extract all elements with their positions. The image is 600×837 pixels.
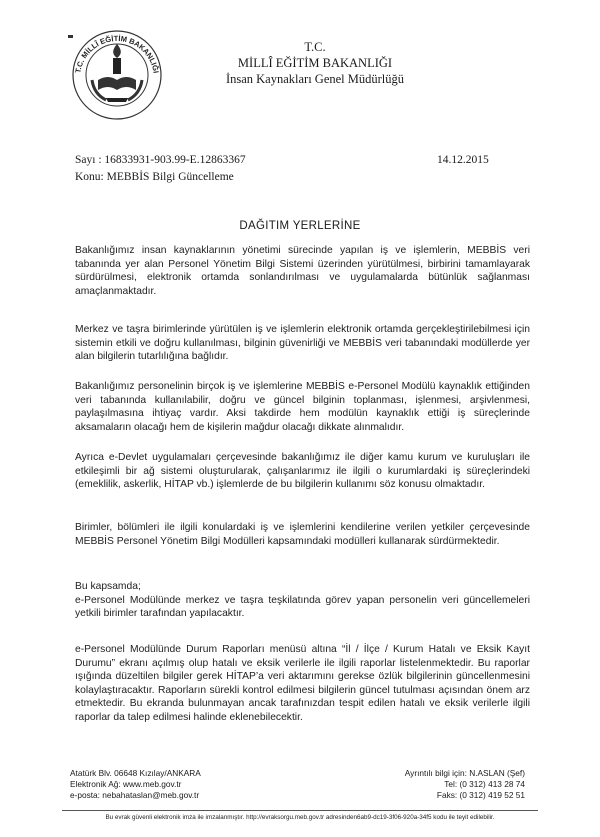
footer-contact-person: Ayrıntılı bilgi için: N.ASLAN (Şef) bbox=[404, 768, 525, 778]
header-ministry: MİLLÎ EĞİTİM BAKANLIĞI bbox=[237, 56, 393, 70]
svg-text:T.C. MİLLÎ EĞİTİM BAKANLIĞI: T.C. MİLLÎ EĞİTİM BAKANLIĞI bbox=[73, 33, 161, 74]
paragraph-3: Bakanlığımız personelinin birçok iş ve işlemlerine MEBBİS e-Personel Modülü kaynaklık ettiğinden veri tabanında kullanılabilir, doğru ve güncel bilginin toplanması, işlenmesi, arşivlenmesi, paylaşılmasına ihtiyaç vardır. Aksi takdirde hem modülün kaynaklık ettiği iş süreçlerinde aksamaların olacağı hem de kişilerin mağdur olacağı dikkate alınmalıdır. bbox=[75, 381, 530, 433]
paragraph-4: Ayrıca e-Devlet uygulamaları çerçevesinde bakanlığımız ile diğer kamu kurum ve kuruluşları ile etkileşimli bir ağ sistemi oluşturularak, çalışanlarımız ile ilgili o kurumlardaki iş süreçlerindeki (emeklilik, askerlik, HİTAP vb.) işlemlerde de bu bilgilerin kullanımı söz konusu olmaktadır. bbox=[75, 452, 530, 491]
document-date: 14.12.2015 bbox=[437, 154, 489, 166]
paragraph-7: e-Personel Modülünde Durum Raporları menüsü altına “İl / İlçe / Kurum Hatalı ve Eksik Kayıt Durumu” ekranı açılmış olup hatalı ve eksik verilerle ile ilgili raporlar listelenmektedir. Bu raporlar ışığında düzeltilen bilgiler gerek HİTAP’a veri aktarımını gerekse özlük bilgilerinin güncellenmesini kolaylaştıracaktır. Raporların sürekli kontrol edilmesi bilgilerin güncel tutulması açısından önem arz etmektedir. Bu ekranda bulunmayan ancak tarafınızdan tespit edilen hatalı ve eksik verilerle ilgili raporlar da talep edilmesi halinde eklenebilecektir. bbox=[75, 644, 530, 723]
document-subject: Konu: MEBBİS Bilgi Güncelleme bbox=[75, 171, 234, 183]
footer-phone: Tel: (0 312) 413 28 74 bbox=[444, 779, 525, 789]
header-tc: T.C. bbox=[304, 40, 326, 54]
footer-email: e-posta: nebahataslan@meb.gov.tr bbox=[70, 790, 200, 800]
footer-contact-right bbox=[320, 768, 525, 801]
document-number: Sayı : 16833931-903.99-E.12863367 bbox=[75, 154, 246, 166]
paragraph-1: Bakanlığımız insan kaynaklarının yönetimi sürecinde yapılan iş ve işlemlerin, MEBBİS veri tabanında yer alan Personel Yönetim Bilgi Sistemi üzerinden yürütülmesi, birbirini tamamlayarak sürdürülmesi, elektronik ortamda sonlandırılması ve uygulamalarda bütünlük sağlanması amaçlanmaktadır. bbox=[75, 245, 530, 297]
footer-fax: Faks: (0 312) 419 52 51 bbox=[436, 790, 525, 800]
header-directorate: İnsan Kaynakları Genel Müdürlüğü bbox=[225, 72, 405, 86]
footer-contact-left bbox=[70, 768, 201, 801]
paragraph-2: Merkez ve taşra birimlerinde yürütülen iş ve işlemlerin elektronik ortamda gerçekleştirilebilmesi için sistemin etkili ve doğru kullanılması, bilginin güvenirliği ve MEBBİS veri tabanındaki modüllerde yer alan bilgilerin tutarlılığına bağlıdır. bbox=[75, 324, 530, 363]
footer-address: Atatürk Blv. 06648 Kızılay/ANKARA bbox=[70, 768, 201, 778]
footer-divider bbox=[62, 810, 538, 811]
paragraph-5: Birimler, bölümleri ile ilgili konulardaki iş ve işlemlerini kendilerine verilen yetkiler çerçevesinde MEBBİS Personel Yönetim Bilgi Modülleri kapsamındaki modülleri kullanarak sürdürmektedir. bbox=[75, 522, 530, 547]
paragraph-6: Bu kapsamda; e-Personel Modülünde merkez ve taşra teşkilatında görev yapan personelin veri güncellemeleri yetkili birimler tarafından yapılacaktır. bbox=[75, 581, 530, 620]
e-signature-verification: Bu evrak güvenli elektronik imza ile imzalanmıştır. http://evraksorgu.meb.gov.tr adresinden6ab9-dc19-3f06-920a-34f5 kodu ile teyit edilebilir. bbox=[105, 814, 495, 821]
distribution-title: DAĞITIM YERLERİNE bbox=[239, 220, 361, 232]
footer-website: Elektronik Ağ: www.meb.gov.tr bbox=[70, 779, 182, 789]
